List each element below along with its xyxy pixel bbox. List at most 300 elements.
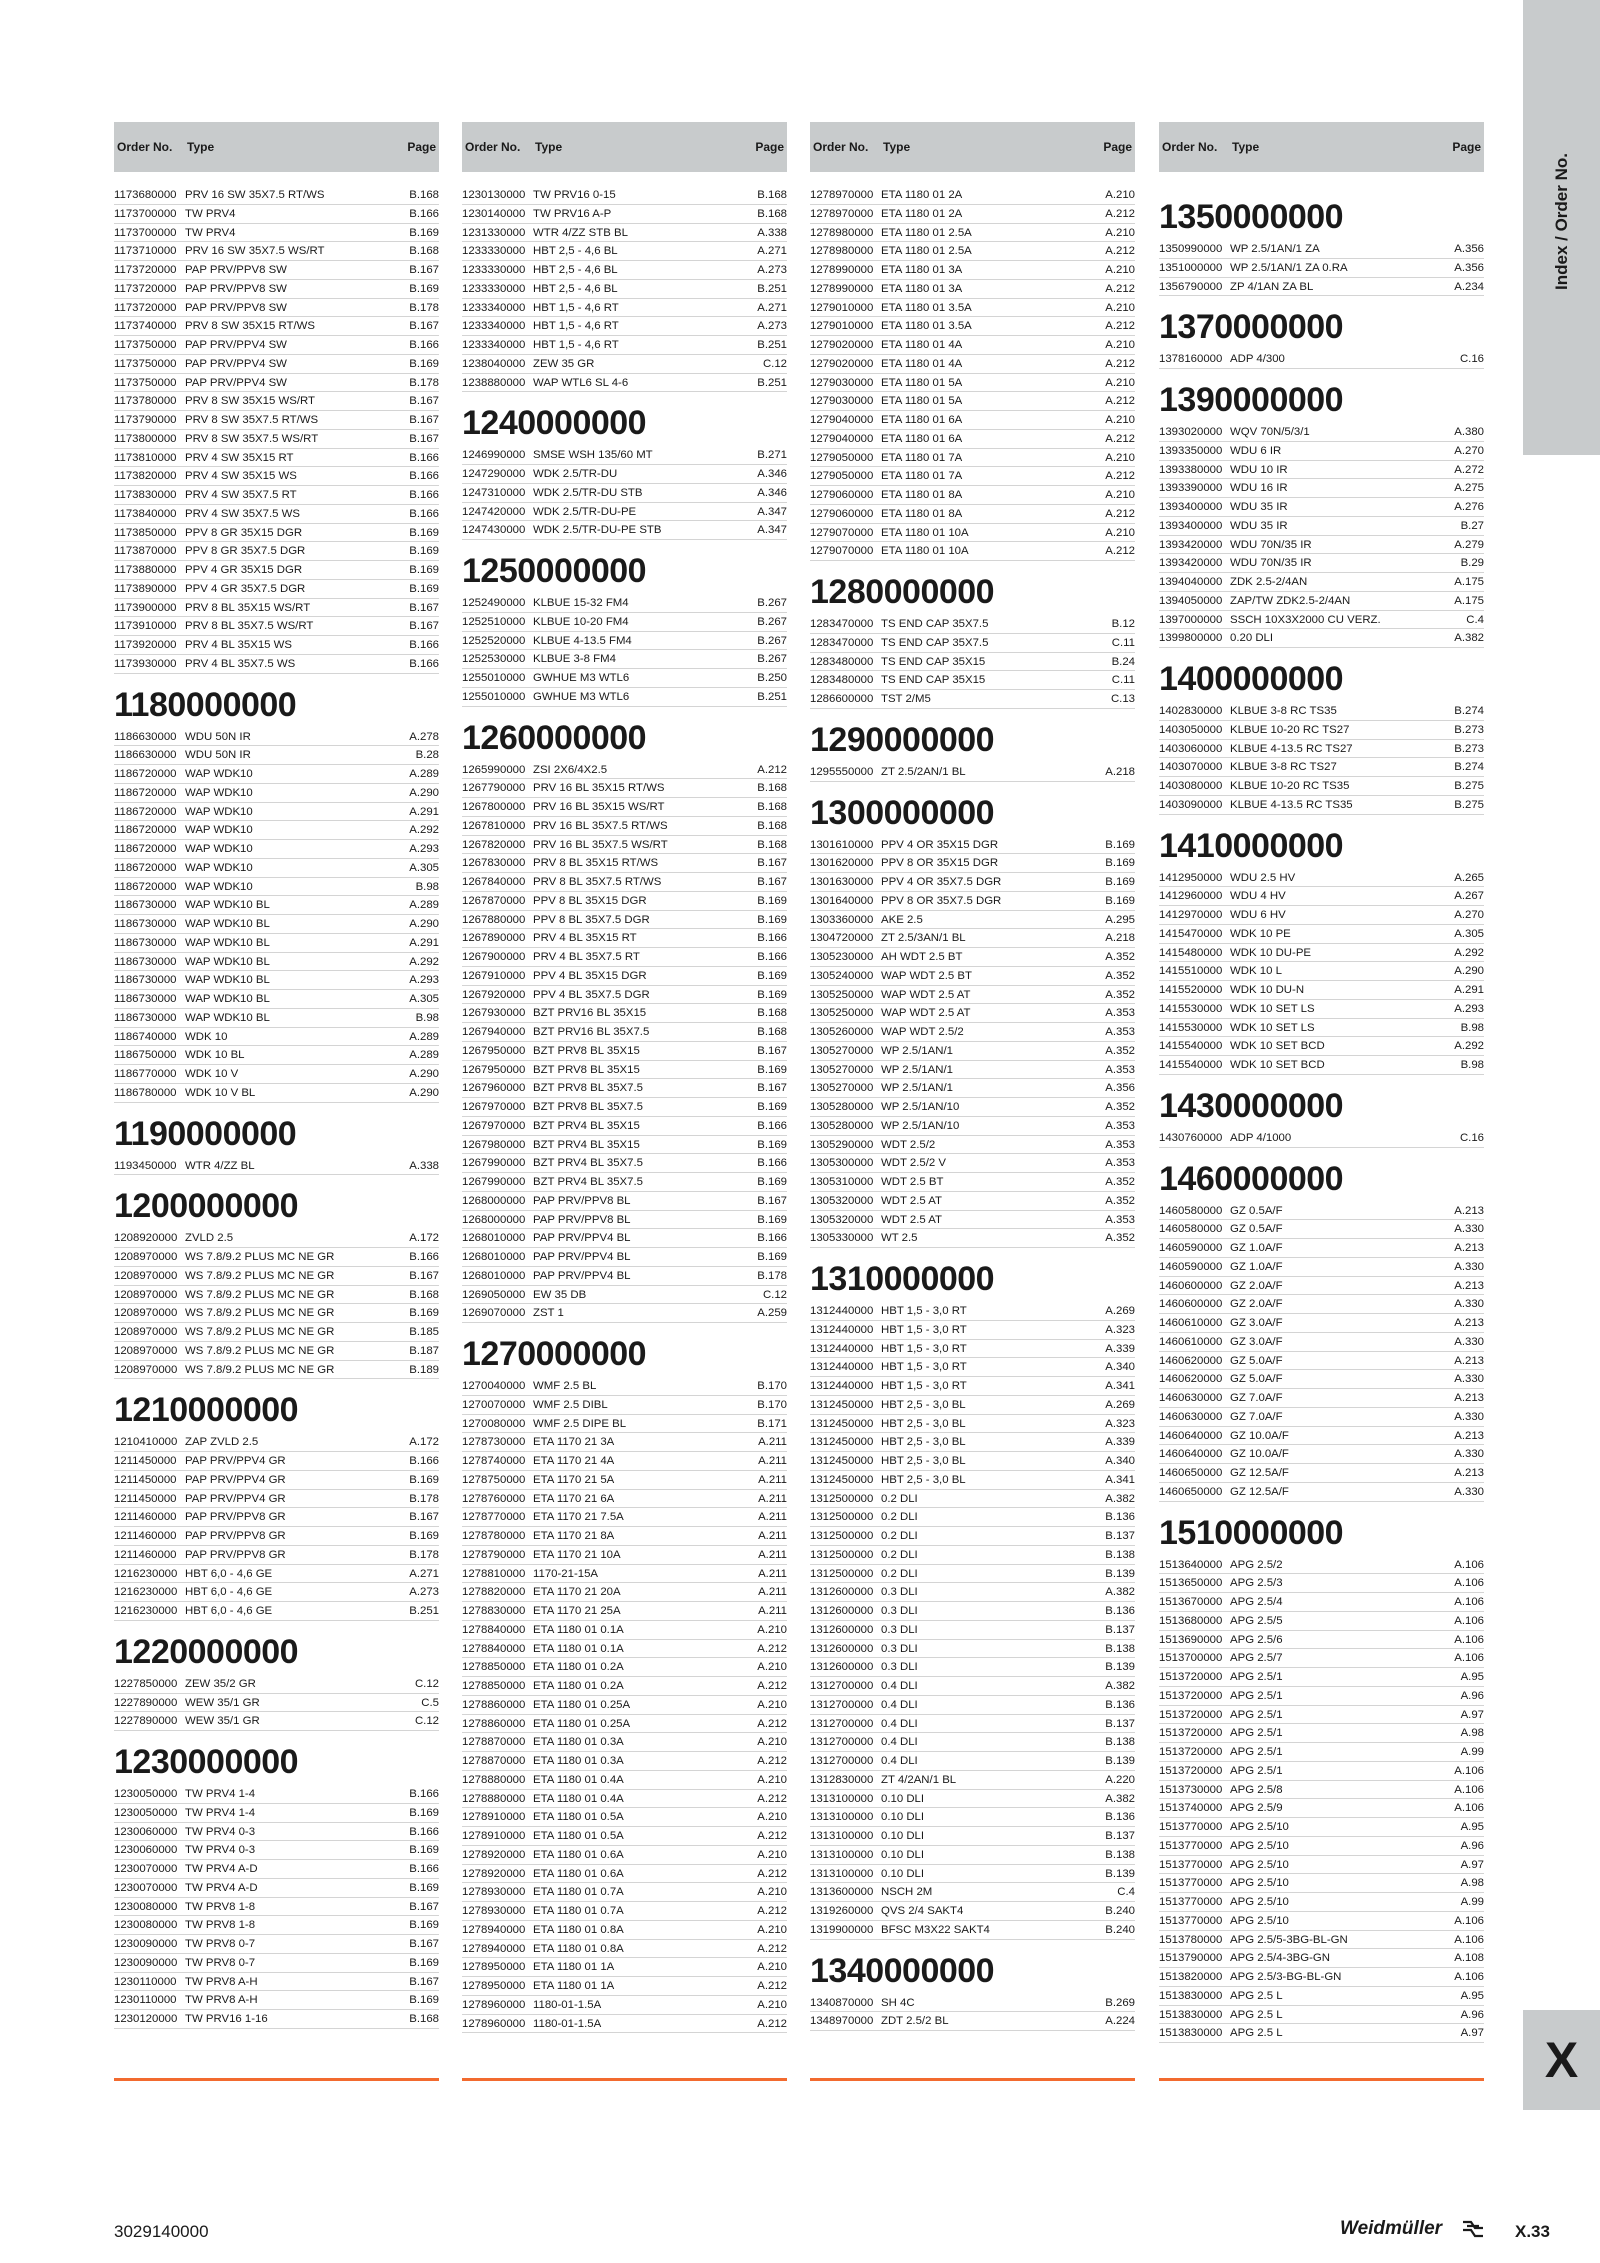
product-type: ADP 4/1000	[1230, 1131, 1292, 1144]
order-number: 1247430000	[462, 524, 526, 537]
index-column	[462, 122, 787, 2081]
product-type: 0.10 DLI	[881, 1848, 925, 1861]
product-type: TW PRV8 1-8	[185, 1919, 256, 1932]
section-heading: 1210000000	[114, 1391, 299, 1430]
index-row	[114, 1785, 439, 1804]
order-number: 1267950000	[462, 1044, 526, 1057]
product-type: PAP PRV/PPV8 BL	[533, 1213, 631, 1226]
order-number: 1312440000	[810, 1323, 874, 1336]
order-number: 1267990000	[462, 1157, 526, 1170]
index-row	[810, 524, 1135, 543]
product-type: ETA 1170 21 8A	[533, 1530, 615, 1542]
product-type: ZT 4/2AN/1 BL	[881, 1773, 957, 1786]
product-type: ETA 1180 01 0.5A	[533, 1811, 624, 1824]
page-reference: A.212	[757, 1755, 787, 1767]
page-reference: B.98	[415, 1011, 439, 1024]
column-entries	[462, 186, 787, 2081]
order-number: 1513690000	[1159, 1633, 1223, 1646]
page-reference: A.338	[409, 1159, 439, 1172]
product-type: WAP WDK10	[185, 843, 253, 855]
order-number: 1460590000	[1159, 1260, 1223, 1273]
page-reference: A.289	[409, 1049, 439, 1062]
product-type: GZ 3.0A/F	[1230, 1317, 1283, 1329]
index-row	[462, 280, 787, 299]
index-row	[810, 1621, 1135, 1640]
page-reference: A.269	[1105, 1305, 1135, 1317]
index-row	[810, 1302, 1135, 1321]
order-number: 1278750000	[462, 1473, 526, 1486]
index-row	[114, 1675, 439, 1694]
order-number: 1186780000	[114, 1086, 177, 1099]
index-row	[810, 986, 1135, 1005]
page-reference: A.210	[757, 1623, 787, 1636]
index-row	[810, 671, 1135, 690]
index-row	[1159, 423, 1484, 442]
order-number: 1173920000	[114, 639, 177, 651]
page-reference: A.210	[757, 1811, 787, 1824]
page-reference: A.292	[409, 824, 439, 837]
order-number: 1412950000	[1159, 871, 1223, 884]
page-reference: A.106	[1454, 1577, 1484, 1590]
order-number: 1186730000	[114, 955, 177, 968]
order-number: 1267830000	[462, 857, 526, 870]
page-reference: C.13	[1110, 693, 1135, 705]
index-row	[810, 1527, 1135, 1546]
product-type: ETA 1180 01 0.25A	[533, 1717, 631, 1730]
index-row	[114, 1565, 439, 1584]
index-row	[810, 1658, 1135, 1677]
index-row	[1159, 1389, 1484, 1408]
index-row	[1159, 1631, 1484, 1650]
order-number: 1265990000	[462, 763, 526, 776]
product-type: GZ 5.0A/F	[1230, 1373, 1283, 1386]
index-row	[810, 836, 1135, 855]
page-reference: B.168	[409, 1288, 439, 1301]
product-type: WP 2.5/1AN/1	[881, 1082, 953, 1095]
index-row	[1159, 2024, 1484, 2043]
index-row	[114, 1046, 439, 1065]
index-row	[462, 1940, 787, 1959]
index-row	[810, 467, 1135, 486]
index-row	[462, 632, 787, 651]
index-row	[462, 1471, 787, 1490]
order-number: 1460590000	[1159, 1242, 1223, 1254]
index-row	[114, 561, 439, 580]
index-row	[810, 873, 1135, 892]
page-reference: B.178	[409, 301, 439, 314]
product-type: ETA 1180 01 0.4A	[533, 1792, 624, 1805]
index-row	[114, 1267, 439, 1286]
page-reference: B.169	[409, 1307, 439, 1320]
product-type: 0.4 DLI	[881, 1680, 918, 1692]
page-reference: A.291	[1454, 984, 1484, 996]
order-number: 1312600000	[810, 1661, 874, 1674]
order-number: 1415480000	[1159, 946, 1223, 959]
order-number: 1394040000	[1159, 576, 1223, 588]
product-type: WDU 2.5 HV	[1230, 871, 1296, 884]
order-number: 1233340000	[462, 339, 526, 351]
page-reference: A.106	[1454, 1614, 1484, 1627]
index-row	[810, 1211, 1135, 1230]
order-number: 1278930000	[462, 1905, 526, 1917]
product-type: PRV 8 SW 35X15 WS/RT	[185, 395, 315, 408]
section-heading: 1280000000	[810, 573, 995, 611]
page-reference: B.166	[757, 1119, 787, 1132]
product-type: ZDT 2.5/2 BL	[881, 2015, 949, 2028]
order-number: 1313100000	[810, 1867, 874, 1880]
index-row	[114, 1973, 439, 1992]
order-number: 1278990000	[810, 282, 874, 295]
order-number: 1312450000	[810, 1473, 874, 1486]
index-row	[114, 878, 439, 897]
page-reference: B.138	[1105, 1642, 1135, 1655]
order-number: 1173820000	[114, 470, 177, 483]
page-reference: B.138	[1105, 1548, 1135, 1561]
page-reference: A.356	[1454, 261, 1484, 274]
page-reference: B.167	[409, 1975, 439, 1988]
index-row	[810, 1696, 1135, 1715]
page-reference: C.12	[762, 357, 787, 370]
index-row	[1159, 1220, 1484, 1239]
order-number: 1279030000	[810, 395, 874, 408]
section-heading: 1240000000	[462, 404, 647, 443]
order-number: 1230070000	[114, 1863, 178, 1875]
order-number: 1267990000	[462, 1176, 526, 1188]
page-reference: A.224	[1105, 2015, 1135, 2028]
page-reference: A.210	[1105, 414, 1135, 426]
page-reference: A.290	[1454, 965, 1484, 978]
page-reference: C.16	[1459, 353, 1484, 366]
page-reference: B.240	[1105, 1905, 1135, 1917]
index-row	[1159, 1129, 1484, 1148]
product-type: PAP PRV/PPV4 SW	[185, 339, 287, 351]
product-type: PAP PRV/PPV8 GR	[185, 1511, 286, 1524]
product-type: HBT 1,5 - 3,0 RT	[881, 1361, 967, 1374]
order-number: 1252510000	[462, 615, 526, 628]
index-row	[810, 1154, 1135, 1173]
page-reference: B.169	[409, 1806, 439, 1819]
order-number: 1312830000	[810, 1773, 874, 1786]
page-reference: A.210	[757, 1998, 787, 2011]
product-type: WDU 4 HV	[1230, 890, 1286, 903]
product-type: ZAP ZVLD 2.5	[185, 1436, 259, 1449]
product-type: APG 2.5/5-3BG-BL-GN	[1230, 1933, 1348, 1946]
page-reference: A.330	[1454, 1410, 1484, 1423]
order-number: 1278850000	[462, 1680, 526, 1692]
order-number: 1402830000	[1159, 705, 1223, 717]
index-row	[1159, 350, 1484, 369]
index-row	[1159, 1019, 1484, 1038]
order-number: 1279020000	[810, 339, 874, 351]
product-type: PAP PRV/PPV4 SW	[185, 357, 287, 370]
order-number: 1279060000	[810, 489, 874, 501]
order-number: 1186730000	[114, 936, 177, 949]
index-row	[1159, 1781, 1484, 1800]
page-reference: A.211	[758, 1511, 787, 1524]
product-type: 0.20 DLI	[1230, 632, 1274, 645]
order-number: 1340870000	[810, 1996, 874, 2009]
product-type: TW PRV4 A-D	[185, 1881, 258, 1894]
index-row	[462, 1079, 787, 1098]
page-reference: A.293	[409, 843, 439, 855]
index-row	[810, 224, 1135, 243]
order-number: 1268000000	[462, 1213, 526, 1226]
index-row	[810, 261, 1135, 280]
order-number: 1267800000	[462, 801, 526, 813]
page-reference: B.169	[409, 1956, 439, 1969]
order-number: 1312440000	[810, 1342, 874, 1355]
order-number: 1230120000	[114, 2013, 178, 2025]
index-row	[810, 336, 1135, 355]
order-number: 1304720000	[810, 932, 874, 945]
index-row	[462, 986, 787, 1005]
page-reference: B.189	[409, 1363, 439, 1376]
order-number: 1305300000	[810, 1157, 874, 1170]
product-type: ETA 1180 01 10A	[881, 545, 969, 558]
order-number: 1283480000	[810, 655, 874, 668]
order-number: 1278960000	[462, 1998, 526, 2011]
page-reference: A.211	[758, 1492, 787, 1505]
order-number: 1513770000	[1159, 1896, 1223, 1908]
product-type: 0.2 DLI	[881, 1492, 918, 1505]
product-type: PRV 16 BL 35X15 RT/WS	[533, 782, 665, 795]
page-reference: A.292	[1454, 946, 1484, 959]
product-type: PPV 4 OR 35X7.5 DGR	[881, 876, 1002, 888]
header-type: Type	[187, 140, 215, 154]
index-row	[462, 1733, 787, 1752]
order-number: 1393390000	[1159, 482, 1223, 495]
page-reference: A.352	[1105, 951, 1135, 963]
index-row	[810, 690, 1135, 709]
product-type: ETA 1180 01 2A	[881, 189, 963, 201]
index-row	[462, 1508, 787, 1527]
header-type: Type	[883, 140, 911, 154]
product-type: WDU 50N IR	[185, 749, 251, 762]
page-reference: C.5	[421, 1696, 439, 1709]
index-row	[462, 446, 787, 465]
order-number: 1460650000	[1159, 1467, 1223, 1479]
index-row	[1159, 1687, 1484, 1706]
index-column	[114, 122, 439, 2081]
index-row	[810, 911, 1135, 930]
order-number: 1278910000	[462, 1830, 526, 1842]
page-reference: B.267	[757, 597, 787, 609]
page-reference: A.380	[1454, 426, 1484, 438]
product-type: KLBUE 3-8 FM4	[533, 653, 616, 666]
order-number: 1279020000	[810, 357, 874, 370]
index-row	[810, 1846, 1135, 1865]
page-reference: A.273	[757, 320, 787, 333]
page-reference: A.382	[1105, 1680, 1135, 1692]
page-reference: A.212	[757, 1942, 787, 1955]
product-type: ETA 1180 01 3A	[881, 264, 963, 276]
product-type: APG 2.5/10	[1230, 1839, 1289, 1852]
product-type: 0.10 DLI	[881, 1867, 925, 1880]
product-type: 0.3 DLI	[881, 1586, 918, 1599]
product-type: KLBUE 10-20 RC TS35	[1230, 780, 1350, 792]
page-reference: B.169	[757, 1251, 787, 1263]
order-number: 1513730000	[1159, 1783, 1223, 1796]
product-type: ETA 1180 01 6A	[881, 414, 963, 426]
product-type: PRV 4 SW 35X7.5 WS	[185, 507, 301, 520]
index-row	[810, 1452, 1135, 1471]
page-reference: B.139	[1105, 1661, 1135, 1674]
page-reference: A.210	[1105, 301, 1135, 314]
product-type: WTR 4/ZZ STB BL	[533, 226, 628, 239]
page-reference: A.339	[1105, 1342, 1135, 1355]
product-type: WAP WDK10 BL	[185, 1011, 270, 1024]
product-type: GZ 10.0A/F	[1230, 1448, 1289, 1461]
order-number: 1513770000	[1159, 1858, 1223, 1871]
order-number: 1460630000	[1159, 1410, 1223, 1423]
index-row	[462, 1396, 787, 1415]
index-row	[114, 746, 439, 765]
index-row	[1159, 1000, 1484, 1019]
order-number: 1415520000	[1159, 984, 1223, 996]
index-row	[810, 967, 1135, 986]
page-reference: A.97	[1460, 1708, 1484, 1721]
product-type: WP 2.5/1AN/1	[881, 1063, 953, 1076]
product-type: PRV 8 SW 35X7.5 WS/RT	[185, 432, 319, 445]
page-reference: B.166	[757, 1232, 787, 1245]
page-reference: A.212	[757, 1792, 787, 1805]
order-number: 1210410000	[114, 1436, 178, 1449]
page-reference: B.169	[409, 526, 439, 539]
page-reference: B.168	[409, 2013, 439, 2025]
order-number: 1186740000	[114, 1030, 177, 1043]
column-header	[1159, 122, 1484, 172]
product-type: APG 2.5/6	[1230, 1633, 1283, 1646]
page-reference: A.330	[1454, 1335, 1484, 1348]
index-row	[114, 430, 439, 449]
product-type: TW PRV4 1-4	[185, 1788, 256, 1800]
page-reference: B.251	[409, 1605, 439, 1617]
index-row	[1159, 629, 1484, 648]
order-number: 1312700000	[810, 1736, 874, 1749]
index-row	[114, 1157, 439, 1176]
index-row	[462, 1696, 787, 1715]
product-type: WP 2.5/1AN/1 ZA 0.RA	[1230, 261, 1348, 274]
order-number: 1173900000	[114, 601, 177, 614]
product-type: ETA 1180 01 4A	[881, 357, 963, 370]
order-number: 1255010000	[462, 672, 526, 684]
index-row	[114, 1361, 439, 1380]
product-type: 0.10 DLI	[881, 1811, 925, 1824]
order-number: 1268010000	[462, 1232, 526, 1245]
product-type: ETA 1180 01 10A	[881, 526, 969, 539]
order-number: 1513640000	[1159, 1558, 1223, 1571]
page-reference: B.169	[409, 357, 439, 370]
page-reference: A.175	[1454, 576, 1484, 588]
index-row	[114, 896, 439, 915]
order-number: 1351000000	[1159, 261, 1223, 274]
order-number: 1415510000	[1159, 965, 1223, 978]
index-row	[810, 948, 1135, 967]
product-type: PPV 4 GR 35X15 DGR	[185, 564, 303, 576]
product-type: ETA 1180 01 1A	[533, 1980, 615, 1992]
product-type: PRV 4 BL 35X7.5 RT	[533, 951, 640, 963]
order-number: 1252490000	[462, 597, 526, 609]
order-number: 1230080000	[114, 1900, 178, 1913]
page-reference: A.211	[758, 1473, 787, 1486]
index-row	[1159, 1649, 1484, 1668]
order-number: 1312440000	[810, 1305, 874, 1317]
index-row	[462, 1286, 787, 1305]
order-number: 1267930000	[462, 1007, 526, 1020]
product-type: ETA 1170 21 25A	[533, 1605, 621, 1617]
order-number: 1173930000	[114, 657, 177, 670]
order-number: 1208970000	[114, 1251, 178, 1263]
page-reference: A.95	[1460, 1989, 1484, 2002]
product-type: PPV 8 BL 35X7.5 DGR	[533, 913, 650, 926]
product-type: 0.10 DLI	[881, 1792, 925, 1805]
index-row	[1159, 796, 1484, 815]
product-type: GZ 10.0A/F	[1230, 1429, 1289, 1442]
index-row	[114, 1342, 439, 1361]
page-reference: A.323	[1105, 1417, 1135, 1430]
order-number: 1305320000	[810, 1194, 874, 1207]
index-row	[462, 1752, 787, 1771]
order-number: 1193450000	[114, 1159, 177, 1172]
product-type: WAP WDK10 BL	[185, 936, 270, 949]
page-reference: B.136	[1105, 1605, 1135, 1617]
product-type: TW PRV4 1-4	[185, 1806, 256, 1819]
product-type: 0.2 DLI	[881, 1511, 918, 1524]
page-reference: A.305	[409, 861, 439, 874]
product-type: WAP WDK10	[185, 786, 253, 799]
page-reference: A.271	[409, 1567, 439, 1580]
page-reference: A.356	[1105, 1082, 1135, 1095]
page-reference: B.267	[757, 615, 787, 628]
product-type: WAP WDK10	[185, 861, 253, 874]
order-number: 1286600000	[810, 693, 874, 705]
order-number: 1230060000	[114, 1844, 178, 1857]
order-number: 1305250000	[810, 988, 874, 1001]
order-number: 1186730000	[114, 918, 177, 930]
order-number: 1267940000	[462, 1026, 526, 1038]
order-number: 1208970000	[114, 1363, 178, 1376]
order-number: 1186730000	[114, 1011, 177, 1024]
page-reference: B.167	[409, 1511, 439, 1524]
product-type: HBT 2,5 - 3,0 BL	[881, 1473, 966, 1486]
order-number: 1267790000	[462, 782, 526, 795]
order-number: 1313100000	[810, 1848, 874, 1861]
page-reference: A.352	[1105, 1194, 1135, 1207]
order-number: 1186720000	[114, 786, 177, 799]
order-number: 1278870000	[462, 1755, 526, 1767]
index-row	[462, 317, 787, 336]
order-number: 1279010000	[810, 301, 874, 314]
order-number: 1305320000	[810, 1213, 874, 1226]
page-reference: B.168	[757, 207, 787, 220]
product-type: 1180-01-1.5A	[533, 1998, 602, 2011]
index-row	[462, 1192, 787, 1211]
index-row	[114, 953, 439, 972]
page-reference: A.353	[1105, 1213, 1135, 1226]
index-row	[810, 1808, 1135, 1827]
page-reference: B.169	[409, 1919, 439, 1932]
product-type: WAP WDK10	[185, 824, 253, 837]
index-row	[810, 1004, 1135, 1023]
product-type: WDU 35 IR	[1230, 501, 1288, 513]
index-row	[462, 1173, 787, 1192]
weidmuller-logo-icon	[1461, 2218, 1485, 2240]
page-reference: A.346	[757, 486, 787, 499]
order-number: 1415540000	[1159, 1059, 1223, 1071]
order-number: 1312500000	[810, 1548, 874, 1561]
page-reference: A.265	[1454, 871, 1484, 884]
section-heading: 1270000000	[462, 1335, 647, 1373]
